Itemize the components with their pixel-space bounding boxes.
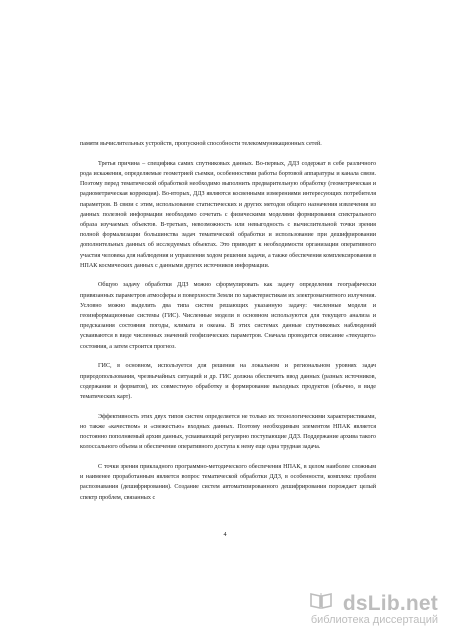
paragraph-general-task: Общую задачу обработки ДДЗ можно сформулировать как задачу определения географически привязанных параметров атмосферы и поверхности Земли по характеристикам их электромагнитного излучения. Условно можно выделить два типа систем решающих указанную задачу: численные модели и геоинформационные системы (ГИС). Численные модели в основном используются для текущего анализа и предсказания состояния погоды, климата и океана. В этих системах данные спутниковых наблюдений усваиваются в виде численных значений геофизических параметров. Сначала проводится описание «текущего» состояния, а затем строится прогноз. (80, 282, 376, 350)
page-number: 4 (223, 531, 227, 538)
watermark[interactable] (309, 590, 438, 626)
book-icon (309, 590, 333, 610)
paragraph-continuation: памяти вычислительных устройств, пропускной способности телекоммуникационных сетей. (80, 141, 322, 147)
watermark-domain: dsLib.net (342, 592, 438, 615)
paragraph-efficiency: Эффективность этих двух типов систем определяется не только их технологическими характеристиками, но также «качеством» и «свежестью» входных данных. Поэтому необходимым элементом НПАК является постоянно пополняемый архив данных, усваивающий регулярно поступающие ДДЗ. Поддержание архива такого колоссального объема и обеспечение оперативного доступа к нему еще одна трудная задача. (80, 413, 376, 451)
document-body (80, 139, 376, 512)
watermark-subtitle: библиотека диссертаций (310, 614, 438, 626)
paragraph-software: С точки зрения прикладного программно-методического обеспечения НПАК, в целом наиболее сложным и наименее проработанным является вопрос тематической обработки ДДЗ, в особенности, комплекс проблем распознавания (дешифрирования). Создание систем автоматизированного дешифрирования порождает целый спектр проблем, связанных с (80, 463, 376, 501)
paragraph-third-reason: Третья причина – специфика самих спутниковых данных. Во-первых, ДДЗ содержат в себе различного рода искажения, определяемые геометрией съемки, особенностями работы бортовой аппаратуры и канала связи. Поэтому перед тематической обработкой необходимо выполнить предварительную обработку (геометрическая и радиометрическая коррекция). Во-вторых, ДДЗ являются косвенными измерениями интересующих потребителя параметров. В связи с этим, использование статистических и других методов общего назначения извлечения из данных полезной информации необходимо сочетать с физическими моделями формирования спектрального образа изучаемых объектов. В-третьих, невозможность или невыгодность с вычислительной точки зрения полной формализации большинства задач тематической обработки и использование при дешифрировании дополнительных данных об исследуемых объектах. Это приводит к необходимости организации оперативного участия человека для наблюдения и управления ходом решения задачи, а также обеспечения комплексирования в НПАК космических данных с данными других источников информации. (80, 160, 376, 269)
paragraph-gis: ГИС, в основном, используется для решения на локальном и региональном уровнях задач природопользования, чрезвычайных ситуаций и др. ГИС должна обеспечить ввод данных (разных источников, содержания и форматов), их совместную обработку и формирование выходных продуктов (обычно, в виде тематических карт). (80, 363, 376, 400)
